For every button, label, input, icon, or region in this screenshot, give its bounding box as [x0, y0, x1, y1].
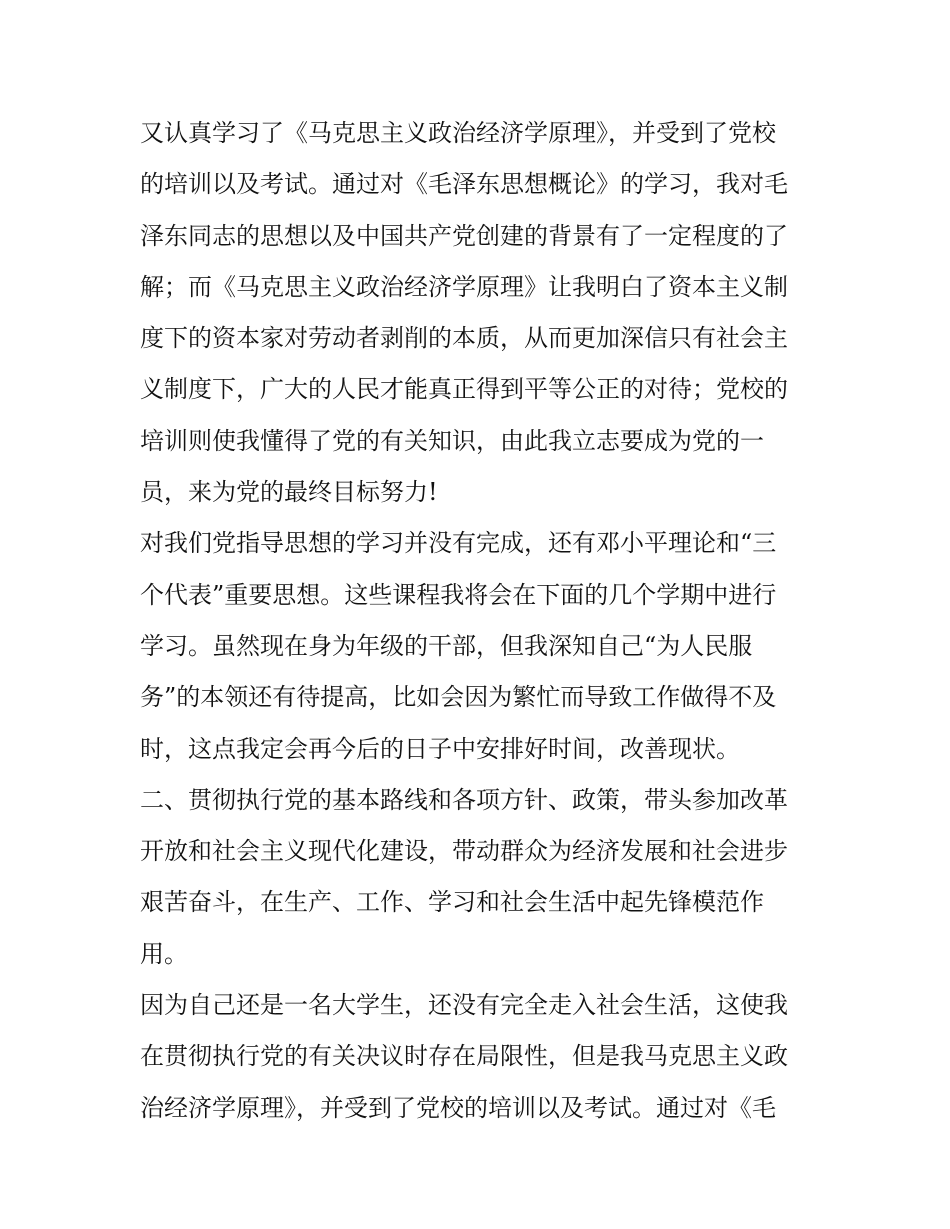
text-line: 对我们党指导思想的学习并没有完成，还有邓小平理论和“三 — [140, 529, 777, 558]
text-line: 义制度下，广大的人民才能真正得到平等公正的对待；党校的 — [140, 375, 788, 404]
text-line: 员，来为党的最终目标努力! — [140, 478, 438, 507]
text-line: 的培训以及考试。通过对《毛泽东思想概论》的学习，我对毛 — [140, 170, 788, 199]
text-line: 开放和社会主义现代化建设，带动群众为经济发展和社会进步 — [140, 837, 788, 866]
text-line: 泽东同志的思想以及中国共产党创建的背景有了一定程度的了 — [140, 221, 788, 250]
text-line: 度下的资本家对劳动者剥削的本质，从而更加深信只有社会主 — [140, 324, 788, 353]
text-line: 治经济学原理》，并受到了党校的培训以及考试。通过对《毛 — [140, 1093, 776, 1122]
text-line: 又认真学习了《马克思主义政治经济学原理》，并受到了党校 — [140, 119, 776, 147]
text-line: 二、贯彻执行党的基本路线和各项方针、政策，带头参加改革 — [140, 785, 788, 814]
text-line: 时，这点我定会再今后的日子中安排好时间，改善现状。 — [140, 734, 740, 763]
text-line: 个代表”重要思想。这些课程我将会在下面的几个学期中进行 — [140, 580, 777, 609]
text-line: 因为自己还是一名大学生，还没有完全走入社会生活，这使我 — [140, 991, 788, 1020]
text-line: 培训则使我懂得了党的有关知识，由此我立志要成为党的一 — [140, 426, 764, 455]
text-line: 用。 — [140, 939, 188, 968]
document-body — [140, 108, 820, 1134]
text-line: 在贯彻执行党的有关决议时存在局限性，但是我马克思主义政 — [140, 1042, 788, 1071]
text-line: 务”的本领还有待提高，比如会因为繁忙而导致工作做得不及 — [140, 683, 777, 712]
text-line: 解；而《马克思主义政治经济学原理》让我明白了资本主义制 — [140, 272, 788, 301]
text-line: 艰苦奋斗，在生产、工作、学习和社会生活中起先锋模范作 — [140, 888, 764, 917]
text-line: 学习。虽然现在身为年级的干部，但我深知自己“为人民服 — [140, 631, 753, 660]
